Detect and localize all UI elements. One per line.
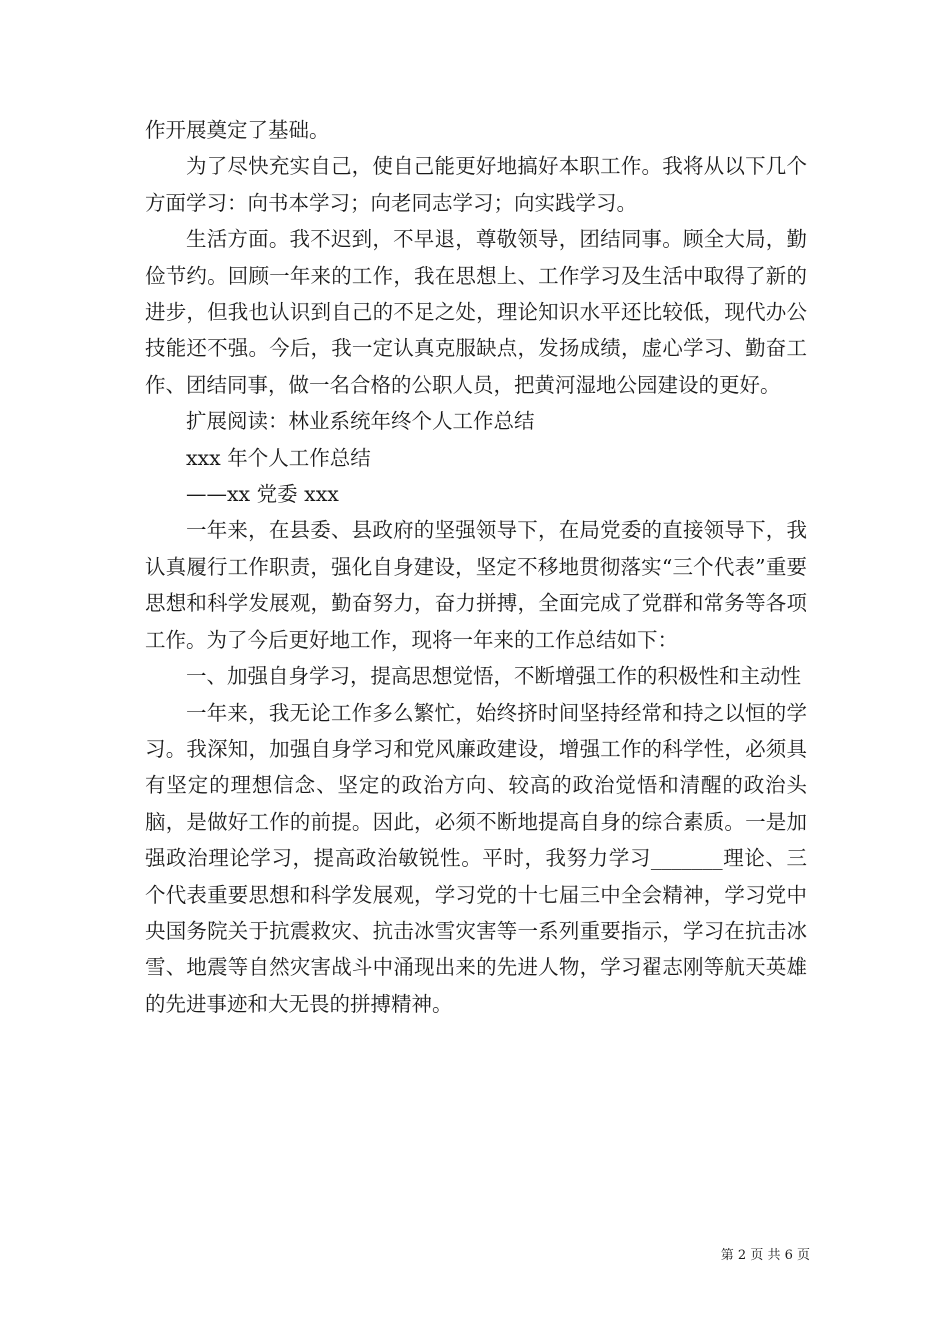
paragraph: 一年来，在县委、县政府的坚强领导下，在局党委的直接领导下，我认真履行工作职责，强化自身建设，坚定不移地贯彻落实“三个代表”重要思想和科学发展观，勤奋努力，奋力拼搏，全面完成了党群和常务等各项工作。为了今后更好地工作，现将一年来的工作总结如下： [145,518,807,652]
paragraph: 生活方面。我不迟到，不早退，尊敬领导，团结同事。顾全大局，勤俭节约。回顾一年来的工作，我在思想上、工作学习及生活中取得了新的进步，但我也认识到自己的不足之处，理论知识水平还比较低，现代办公技能还不强。今后，我一定认真克服缺点，发扬成绩，虚心学习、勤奋工作、团结同事，做一名合格的公职人员，把黄河湿地公园建设的更好。 [145,227,807,397]
page-number: 第 2 页 共 6 页 [720,1248,810,1263]
extended-reading-heading: 扩展阅读：林业系统年终个人工作总结 [186,409,535,434]
paragraph: 一年来，我无论工作多么繁忙，始终挤时间坚持经常和持之以恒的学习。我深知，加强自身学习和党风廉政建设，增强工作的科学性，必须具有坚定的理想信念、坚定的政治方向、较高的政治觉悟和清醒的政治头脑，是做好工作的前提。因此，必须不断地提高自身的综合素质。一是加强政治理论学习，提高政治敏锐性。平时，我努力学习_______理论、三个代表重要思想和科学发展观，学习党的十七届三中全会精神，学习党中央国务院关于抗震救灾、抗击冰雪灾害等一系列重要指示，学习在抗击冰雪、地震等自然灾害战斗中涌现出来的先进人物，学习翟志刚等航天英雄的先进事迹和大无畏的拼搏精神。 [145,700,807,1016]
paragraph: 为了尽快充实自己，使自己能更好地搞好本职工作。我将从以下几个方面学习：向书本学习；向老同志学习；向实践学习。 [145,154,807,215]
document-body [145,112,807,1022]
summary-author: ——xx 党委 xxx [186,482,339,507]
section-heading: 一、加强自身学习，提高思想觉悟，不断增强工作的积极性和主动性 [186,664,801,689]
paragraph: 作开展奠定了基础。 [145,118,330,142]
summary-title: xxx 年个人工作总结 [186,445,371,470]
